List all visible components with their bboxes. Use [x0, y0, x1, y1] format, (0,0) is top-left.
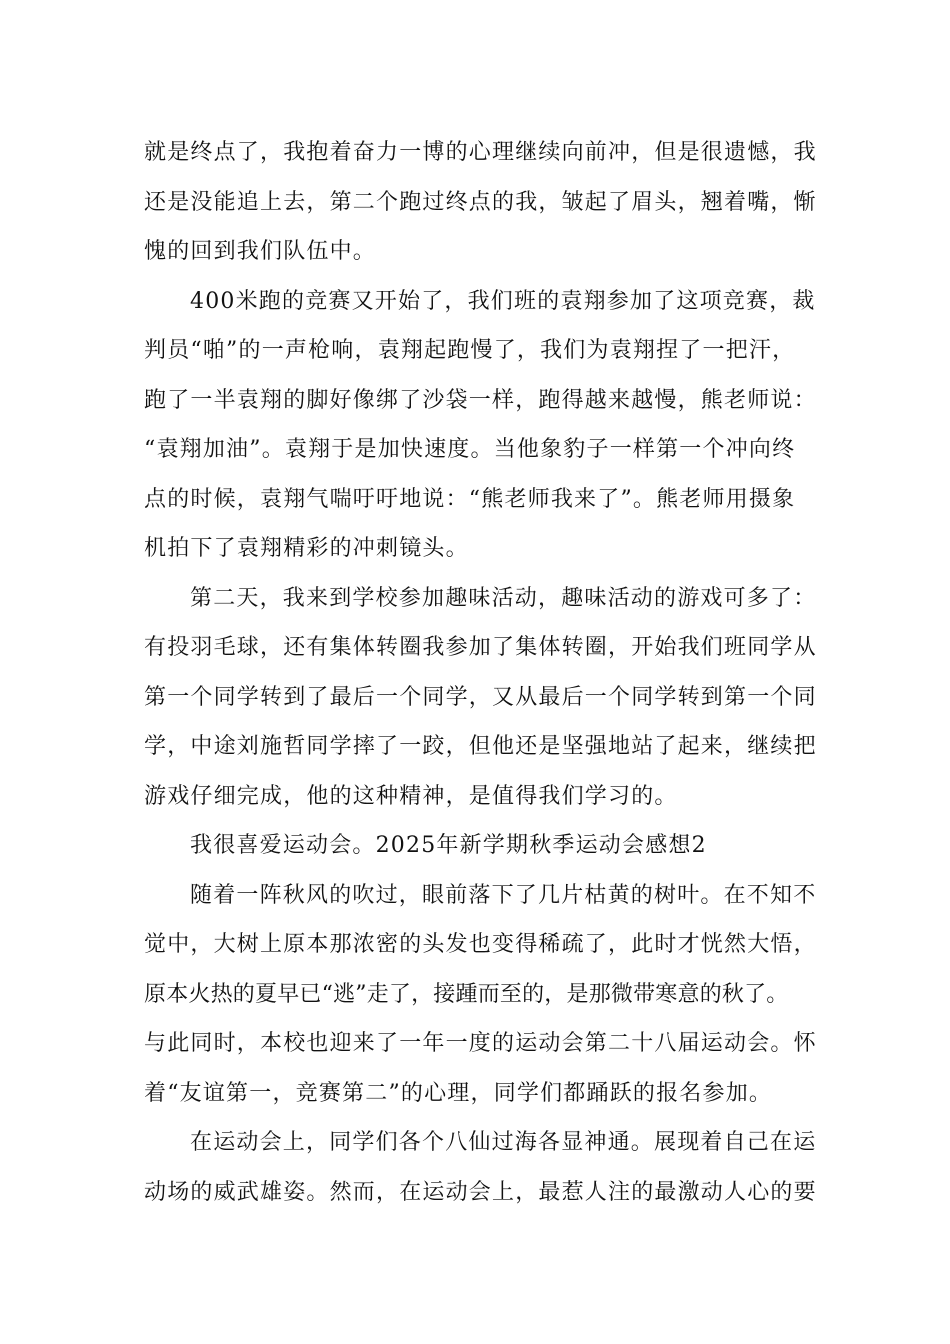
document-body	[144, 128, 844, 1217]
text-line: 原本火热的夏早已“逃”走了，接踵而至的，是那微带寒意的秋了。	[144, 981, 789, 1007]
paragraph-first-line: 在运动会上，同学们各个八仙过海各显神通。展现着自己在运	[190, 1130, 817, 1155]
paragraph-first-line: 400米跑的竞赛又开始了，我们班的袁翔参加了这项竞赛，裁	[190, 288, 816, 314]
text-line: 与此同时，本校也迎来了一年一度的运动会第二十八届运动会。怀	[144, 1031, 817, 1056]
text-line: 觉中，大树上原本那浓密的头发也变得稀疏了，此时才恍然大悟，	[144, 932, 817, 957]
text-line: 还是没能追上去，第二个跑过终点的我，皱起了眉头，翘着嘴，惭	[144, 189, 817, 215]
text-line: 判员“啪”的一声枪响，袁翔起跑慢了，我们为袁翔捏了一把汗，	[144, 338, 796, 363]
text-line: 点的时候，袁翔气喘吁吁地说：“熊老师我来了”。熊老师用摄象	[144, 486, 796, 512]
text-line: 机拍下了袁翔精彩的冲刺镜头。	[144, 536, 469, 561]
text-line: 有投羽毛球，还有集体转圈我参加了集体转圈，开始我们班同学从	[144, 635, 817, 660]
paragraph-first-line: 第二天，我来到学校参加趣味活动，趣味活动的游戏可多了：	[190, 585, 817, 611]
section-heading: 我很喜爱运动会。2025年新学期秋季运动会感想2	[190, 833, 707, 858]
text-line: 着“友谊第一，竞赛第二”的心理，同学们都踊跃的报名参加。	[144, 1080, 773, 1106]
text-line: 愧的回到我们队伍中。	[144, 239, 377, 264]
text-line: 动场的威武雄姿。然而，在运动会上，最惹人注的最激动人心的要	[144, 1179, 817, 1205]
text-line: 游戏仔细完成，他的这种精神，是值得我们学习的。	[144, 783, 678, 809]
text-line: 第一个同学转到了最后一个同学，又从最后一个同学转到第一个同	[144, 684, 817, 710]
text-line: 就是终点了，我抱着奋力一博的心理继续向前冲，但是很遗憾，我	[144, 140, 817, 165]
text-line: “袁翔加油”。袁翔于是加快速度。当他象豹子一样第一个冲向终	[144, 437, 796, 462]
paragraph-first-line: 随着一阵秋风的吹过，眼前落下了几片枯黄的树叶。在不知不	[190, 882, 817, 908]
text-line: 学，中途刘施哲同学摔了一跤，但他还是坚强地站了起来，继续把	[144, 734, 817, 759]
text-line: 跑了一半袁翔的脚好像绑了沙袋一样，跑得越来越慢，熊老师说：	[144, 387, 817, 413]
